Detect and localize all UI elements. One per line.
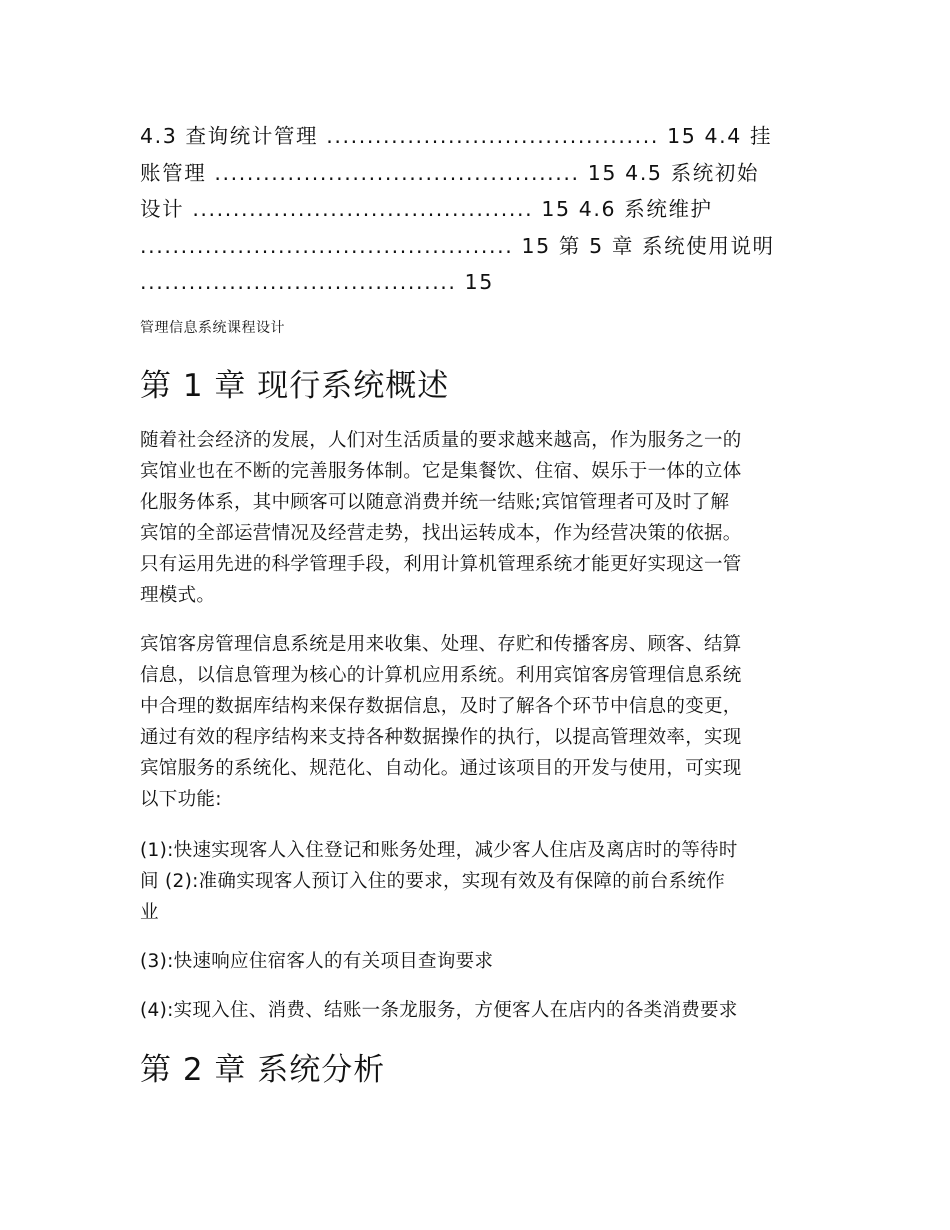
paragraph-line: 宾馆的全部运营情况及经营走势，找出运转成本，作为经营决策的依据。 xyxy=(140,523,742,544)
paragraph-line: 通过有效的程序结构来支持各种数据操作的执行，以提高管理效率，实现 xyxy=(140,727,742,748)
paragraph-line: 信息，以信息管理为核心的计算机应用系统。利用宾馆客房管理信息系统 xyxy=(140,665,742,686)
function-item-1-2 xyxy=(140,835,810,928)
paragraph-line: 宾馆服务的系统化、规范化、自动化。通过该项目的开发与使用，可实现 xyxy=(140,758,742,779)
paragraph-line: 只有运用先进的科学管理手段，利用计算机管理系统才能更好实现这一管 xyxy=(140,554,742,575)
paragraph-line: (4):实现入住、消费、结账一条龙服务，方便客人在店内的各类消费要求 xyxy=(140,1000,738,1021)
toc-line: 4.3 查询统计管理 ......................................... 15 4.4 挂 xyxy=(140,124,773,148)
running-header: 管理信息系统课程设计 xyxy=(140,320,285,336)
function-item-4 xyxy=(140,995,810,1026)
chapter-1-heading: 第 1 章 现行系统概述 xyxy=(140,368,450,404)
paragraph-line: (3):快速响应住宿客人的有关项目查询要求 xyxy=(140,951,494,972)
table-of-contents xyxy=(140,118,810,301)
chapter-1-paragraph-2 xyxy=(140,629,810,815)
toc-line: ....................................... 15 xyxy=(140,270,494,294)
paragraph-line: 以下功能: xyxy=(140,789,222,810)
paragraph-line: 间 (2):准确实现客人预订入住的要求，实现有效及有保障的前台系统作 xyxy=(140,871,726,892)
paragraph-line: 宾馆客房管理信息系统是用来收集、处理、存贮和传播客房、顾客、结算 xyxy=(140,634,742,655)
paragraph-line: 宾馆业也在不断的完善服务体制。它是集餐饮、住宿、娱乐于一体的立体 xyxy=(140,461,742,482)
toc-line: 账管理 ............................................. 15 4.5 系统初始 xyxy=(140,160,760,185)
paragraph-line: 中合理的数据库结构来保存数据信息，及时了解各个环节中信息的变更， xyxy=(140,696,742,717)
paragraph-line: 理模式。 xyxy=(140,585,216,606)
function-item-3 xyxy=(140,946,810,977)
paragraph-line: 化服务体系，其中顾客可以随意消费并统一结账;宾馆管理者可及时了解 xyxy=(140,492,730,513)
chapter-1-paragraph-1 xyxy=(140,425,810,611)
toc-line: 设计 .......................................... 15 4.6 系统维护 xyxy=(140,197,713,221)
chapter-2-heading: 第 2 章 系统分析 xyxy=(140,1052,386,1088)
toc-line: .............................................. 15 第 5 章 系统使用说明 xyxy=(140,233,775,258)
paragraph-line: (1):快速实现客人入住登记和账务处理，减少客人住店及离店时的等待时 xyxy=(140,840,738,861)
paragraph-line: 随着社会经济的发展，人们对生活质量的要求越来越高，作为服务之一的 xyxy=(140,430,742,451)
paragraph-line: 业 xyxy=(140,902,159,923)
